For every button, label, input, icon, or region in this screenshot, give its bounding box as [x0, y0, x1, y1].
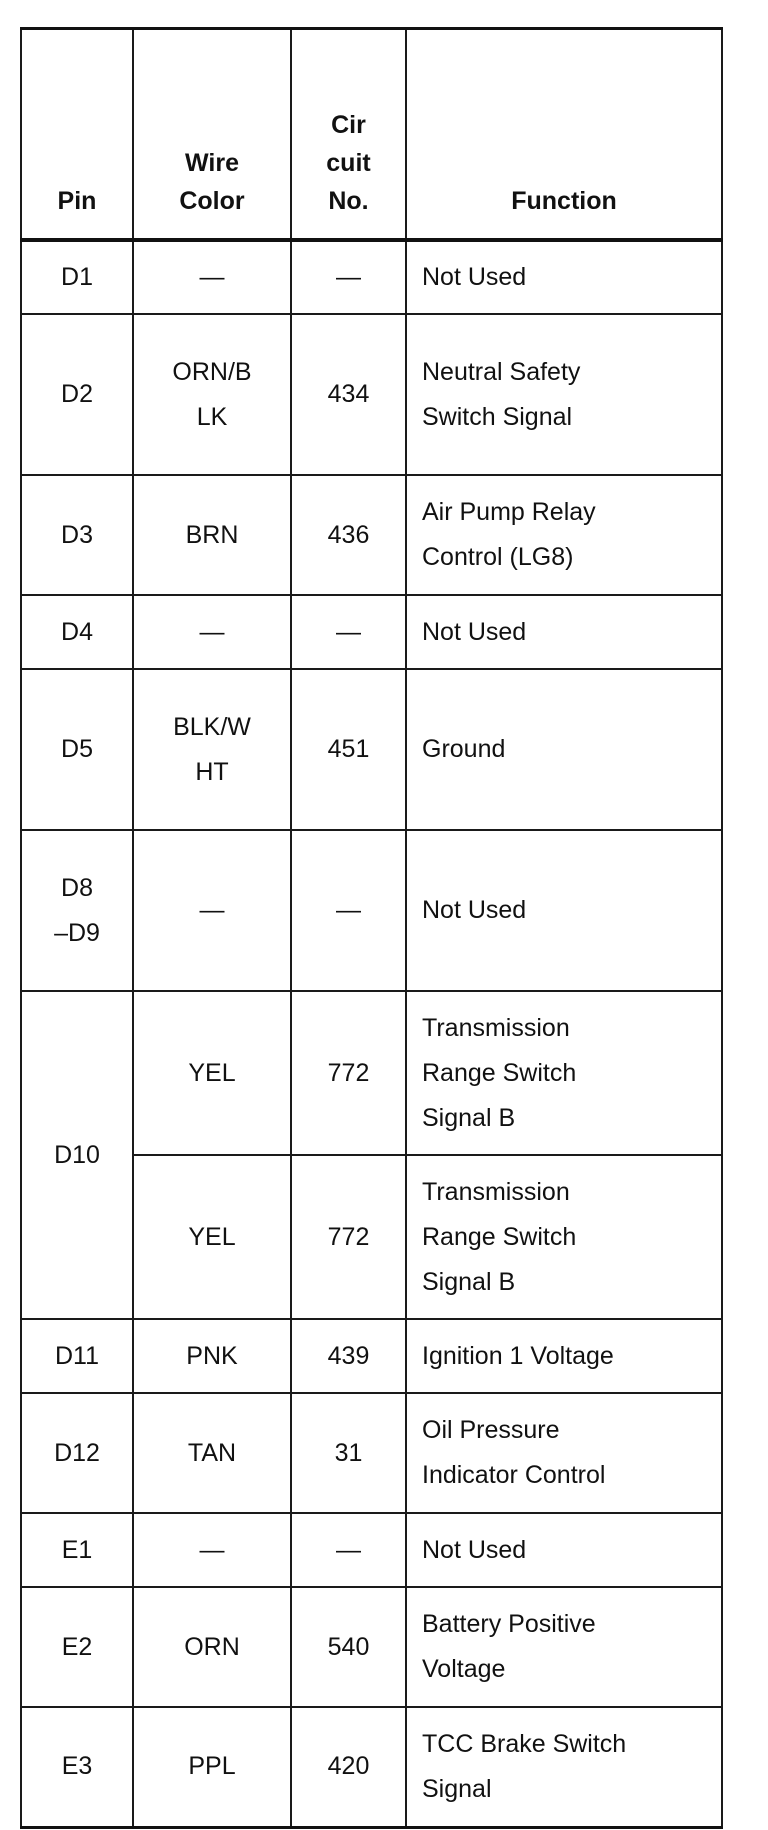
table-row: [21, 991, 722, 1155]
pin-cell: E1: [21, 1513, 133, 1587]
function-cell: Not Used: [406, 240, 722, 314]
pin-cell: E2: [21, 1587, 133, 1707]
pin-cell: D12: [21, 1393, 133, 1513]
table-row: [21, 314, 722, 475]
pin-cell: D5: [21, 669, 133, 830]
table-row: [21, 1587, 722, 1707]
table-row: [21, 830, 722, 991]
wire-color-cell: PNK: [133, 1319, 291, 1393]
pin-function-table: [20, 27, 723, 1829]
wire-color-cell: —: [133, 240, 291, 314]
table-row: [21, 1707, 722, 1827]
function-cell: Not Used: [406, 830, 722, 991]
pin-cell: D8 –D9: [21, 830, 133, 991]
table-row: [21, 475, 722, 595]
circuit-cell: —: [291, 830, 406, 991]
circuit-cell: —: [291, 240, 406, 314]
wire-color-cell: BRN: [133, 475, 291, 595]
function-cell: Transmission Range Switch Signal B: [406, 1155, 722, 1319]
wire-color-cell: —: [133, 830, 291, 991]
function-cell: Not Used: [406, 595, 722, 669]
function-cell: TCC Brake Switch Signal: [406, 1707, 722, 1827]
pin-cell: D3: [21, 475, 133, 595]
wire-color-cell: ORN: [133, 1587, 291, 1707]
function-cell: Air Pump Relay Control (LG8): [406, 475, 722, 595]
circuit-cell: 451: [291, 669, 406, 830]
function-cell: Neutral Safety Switch Signal: [406, 314, 722, 475]
table-row: [21, 1393, 722, 1513]
pin-cell: E3: [21, 1707, 133, 1827]
circuit-cell: 420: [291, 1707, 406, 1827]
circuit-cell: 434: [291, 314, 406, 475]
circuit-cell: 436: [291, 475, 406, 595]
function-cell: Ground: [406, 669, 722, 830]
function-cell: Oil Pressure Indicator Control: [406, 1393, 722, 1513]
circuit-cell: —: [291, 1513, 406, 1587]
circuit-cell: 540: [291, 1587, 406, 1707]
pin-cell: D11: [21, 1319, 133, 1393]
circuit-cell: 772: [291, 1155, 406, 1319]
table-row: [21, 669, 722, 830]
wire-color-cell: ORN/B LK: [133, 314, 291, 475]
header-wire-color: Wire Color: [133, 29, 291, 241]
function-cell: Transmission Range Switch Signal B: [406, 991, 722, 1155]
header-row: [21, 29, 722, 241]
function-cell: Battery Positive Voltage: [406, 1587, 722, 1707]
table-row: [21, 1319, 722, 1393]
wire-color-cell: —: [133, 595, 291, 669]
function-cell: Ignition 1 Voltage: [406, 1319, 722, 1393]
table-row: [21, 595, 722, 669]
wire-color-cell: TAN: [133, 1393, 291, 1513]
circuit-cell: 31: [291, 1393, 406, 1513]
function-cell: Not Used: [406, 1513, 722, 1587]
circuit-cell: 439: [291, 1319, 406, 1393]
pin-cell: D1: [21, 240, 133, 314]
wire-color-cell: PPL: [133, 1707, 291, 1827]
wire-color-cell: —: [133, 1513, 291, 1587]
header-pin: Pin: [21, 29, 133, 241]
wire-color-cell: YEL: [133, 991, 291, 1155]
pin-cell: D10: [21, 991, 133, 1319]
circuit-cell: —: [291, 595, 406, 669]
circuit-cell: 772: [291, 991, 406, 1155]
pin-cell: D2: [21, 314, 133, 475]
wire-color-cell: BLK/W HT: [133, 669, 291, 830]
table-row: [21, 240, 722, 314]
header-function: Function: [406, 29, 722, 241]
pin-cell: D4: [21, 595, 133, 669]
table-row: [21, 1513, 722, 1587]
wire-color-cell: YEL: [133, 1155, 291, 1319]
header-circuit-no: Cir cuit No.: [291, 29, 406, 241]
